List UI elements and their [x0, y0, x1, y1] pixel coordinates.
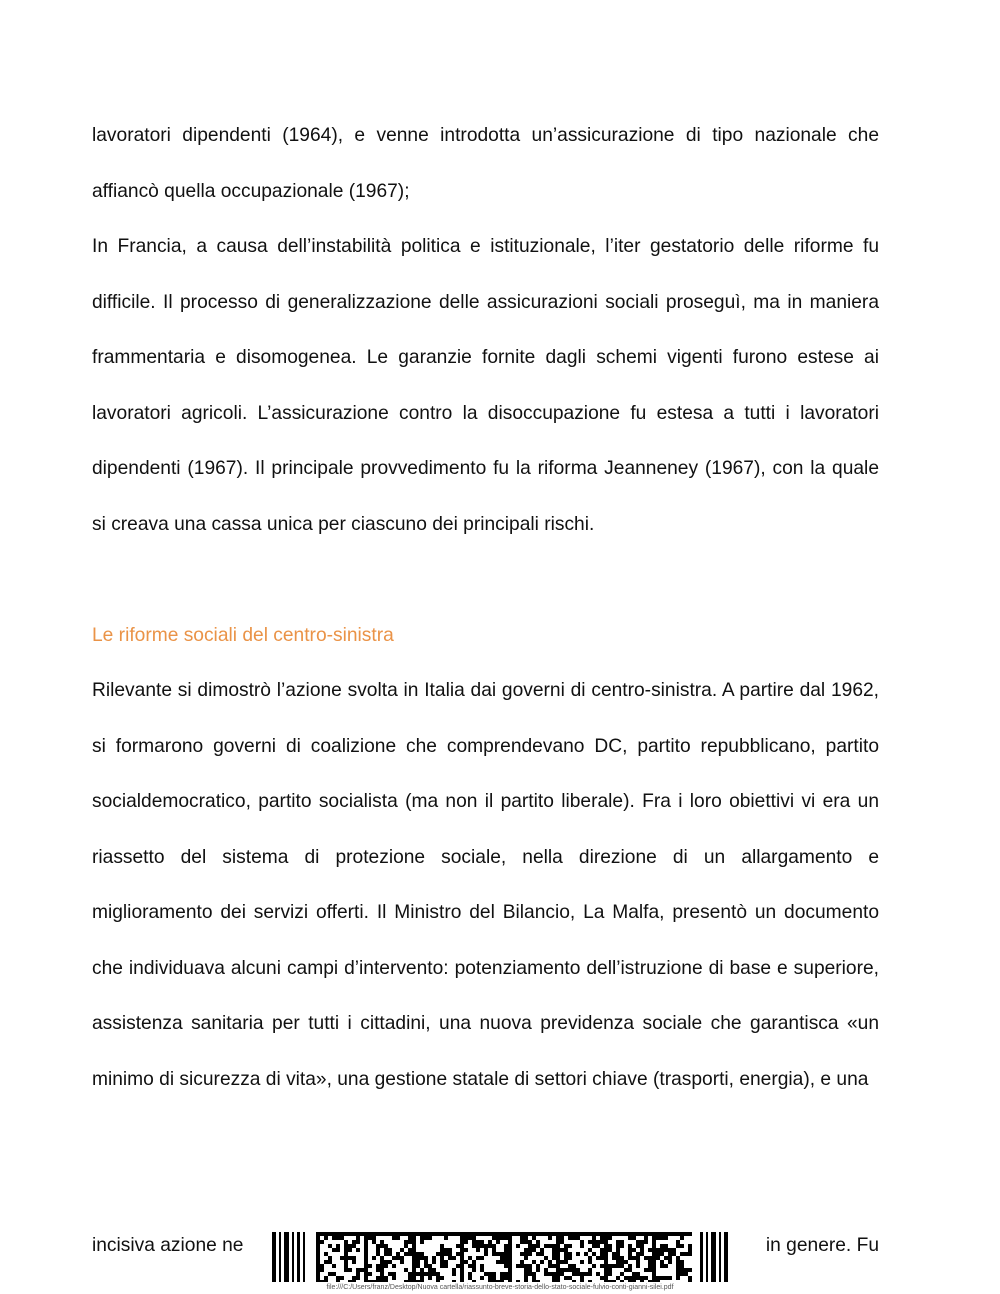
- last-line-left-text: incisiva azione ne: [92, 1235, 244, 1256]
- paragraph-1: lavoratori dipendenti (1964), e venne introdotta un’assicurazione di tipo nazionale che affiancò quella occupazionale (1967);: [92, 125, 879, 202]
- paragraph-spacer: [92, 552, 879, 608]
- barcode-watermark: [272, 1232, 732, 1282]
- document-body: [92, 108, 879, 1107]
- section-heading: Le riforme sociali del centro-sinistra: [92, 624, 394, 646]
- paragraph-2: In Francia, a causa dell’instabilità politica e istituzionale, l’iter gestatorio delle riforme fu difficile. Il processo di generalizzazione delle assicurazioni sociali proseguì, ma in maniera frammentaria e disomogenea. Le garanzie fornite dagli schemi vigenti furono estese ai lavoratori agricoli. L’assicurazione contro la disoccupazione fu estesa a tutti i lavoratori dipendenti (1967). Il principale provvedimento fu la riforma Jeanneney (1967), con la quale si creava una cassa unica per ciascuno dei principali rischi.: [92, 236, 879, 535]
- barcode-icon: [272, 1232, 732, 1282]
- footer-file-path: file:///C:/Users/franz/Desktop/Nuova cartella/riassunto-breve-storia-dello-stato-sociale-fulvio-conti-gianni-silei.pdf: [326, 1284, 674, 1291]
- paragraph-3: Rilevante si dimostrò l’azione svolta in Italia dai governi di centro-sinistra. A partire dal 1962, si formarono governi di coalizione che comprendevano DC, partito repubblicano, partito socialdemocratico, partito socialista (ma non il partito liberale). Fra i loro obiettivi vi era un riassetto del sistema di protezione sociale, nella direzione di un allargamento e miglioramento dei servizi offerti. Il Ministro del Bilancio, La Malfa, presentò un documento che individuava alcuni campi d’intervento: potenziamento dell’istruzione di base e superiore, assistenza sanitaria per tutti i cittadini, una nuova previdenza sociale che garantisca «un minimo di sicurezza di vita», una gestione statale di settori chiave (trasporti, energia), e una: [92, 680, 879, 1090]
- last-line-right-text: in genere. Fu: [765, 1235, 879, 1256]
